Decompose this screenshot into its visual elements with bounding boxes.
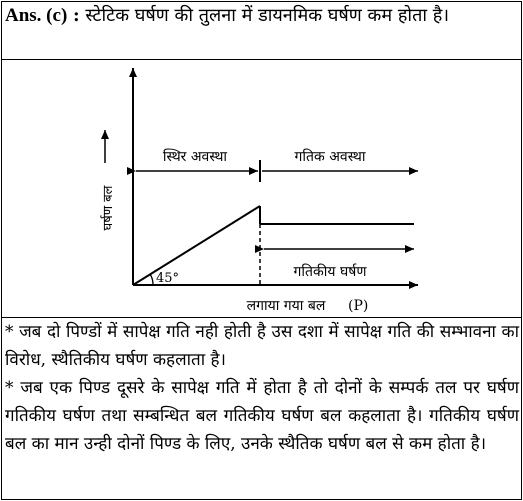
notes-section — [5, 318, 519, 458]
answer-statement — [5, 4, 517, 28]
friction-diagram-svg — [0, 60, 523, 320]
static-region-label: स्थिर अवस्था — [162, 149, 228, 165]
x-axis-symbol: (P) — [348, 298, 369, 314]
angle-arc — [150, 274, 153, 285]
kinetic-friction-label: गतिकीय घर्षण — [293, 264, 367, 280]
answer-separator: : — [73, 5, 80, 26]
x-axis-label: लगाया गया बल — [246, 298, 326, 314]
note-static-friction: * जब दो पिण्डों में सापेक्ष गति नही होती है उस दशा में सापेक्ष गति की सम्भावना का विरोध, स्थैतिकीय घर्षण कहलाता है। — [5, 322, 519, 370]
static-friction-line — [133, 206, 260, 285]
friction-diagram — [0, 60, 523, 320]
note-kinetic-friction: * जब एक पिण्ड दूसरे के सापेक्ष गति में होता है तो दोनों के सम्पर्क तल पर घर्षण गतिकीय घर्षण तथा सम्बन्धित बल गतिकीय घर्षण बल कहलाता है। गतिकीय घर्षण बल का मान उन्ही दोनों पिण्ड के लिए, उनके स्थैतिक घर्षण बल से कम होता है। — [5, 378, 519, 454]
answer-text: स्टेटिक घर्षण की तुलना में डायनमिक घर्षण कम होता है। — [85, 5, 450, 26]
y-axis-label: घर्षण बल — [101, 185, 116, 231]
answer-label: Ans. (c) — [5, 5, 68, 26]
angle-label: 45° — [156, 271, 180, 286]
dynamic-region-label: गतिक अवस्था — [294, 149, 366, 165]
